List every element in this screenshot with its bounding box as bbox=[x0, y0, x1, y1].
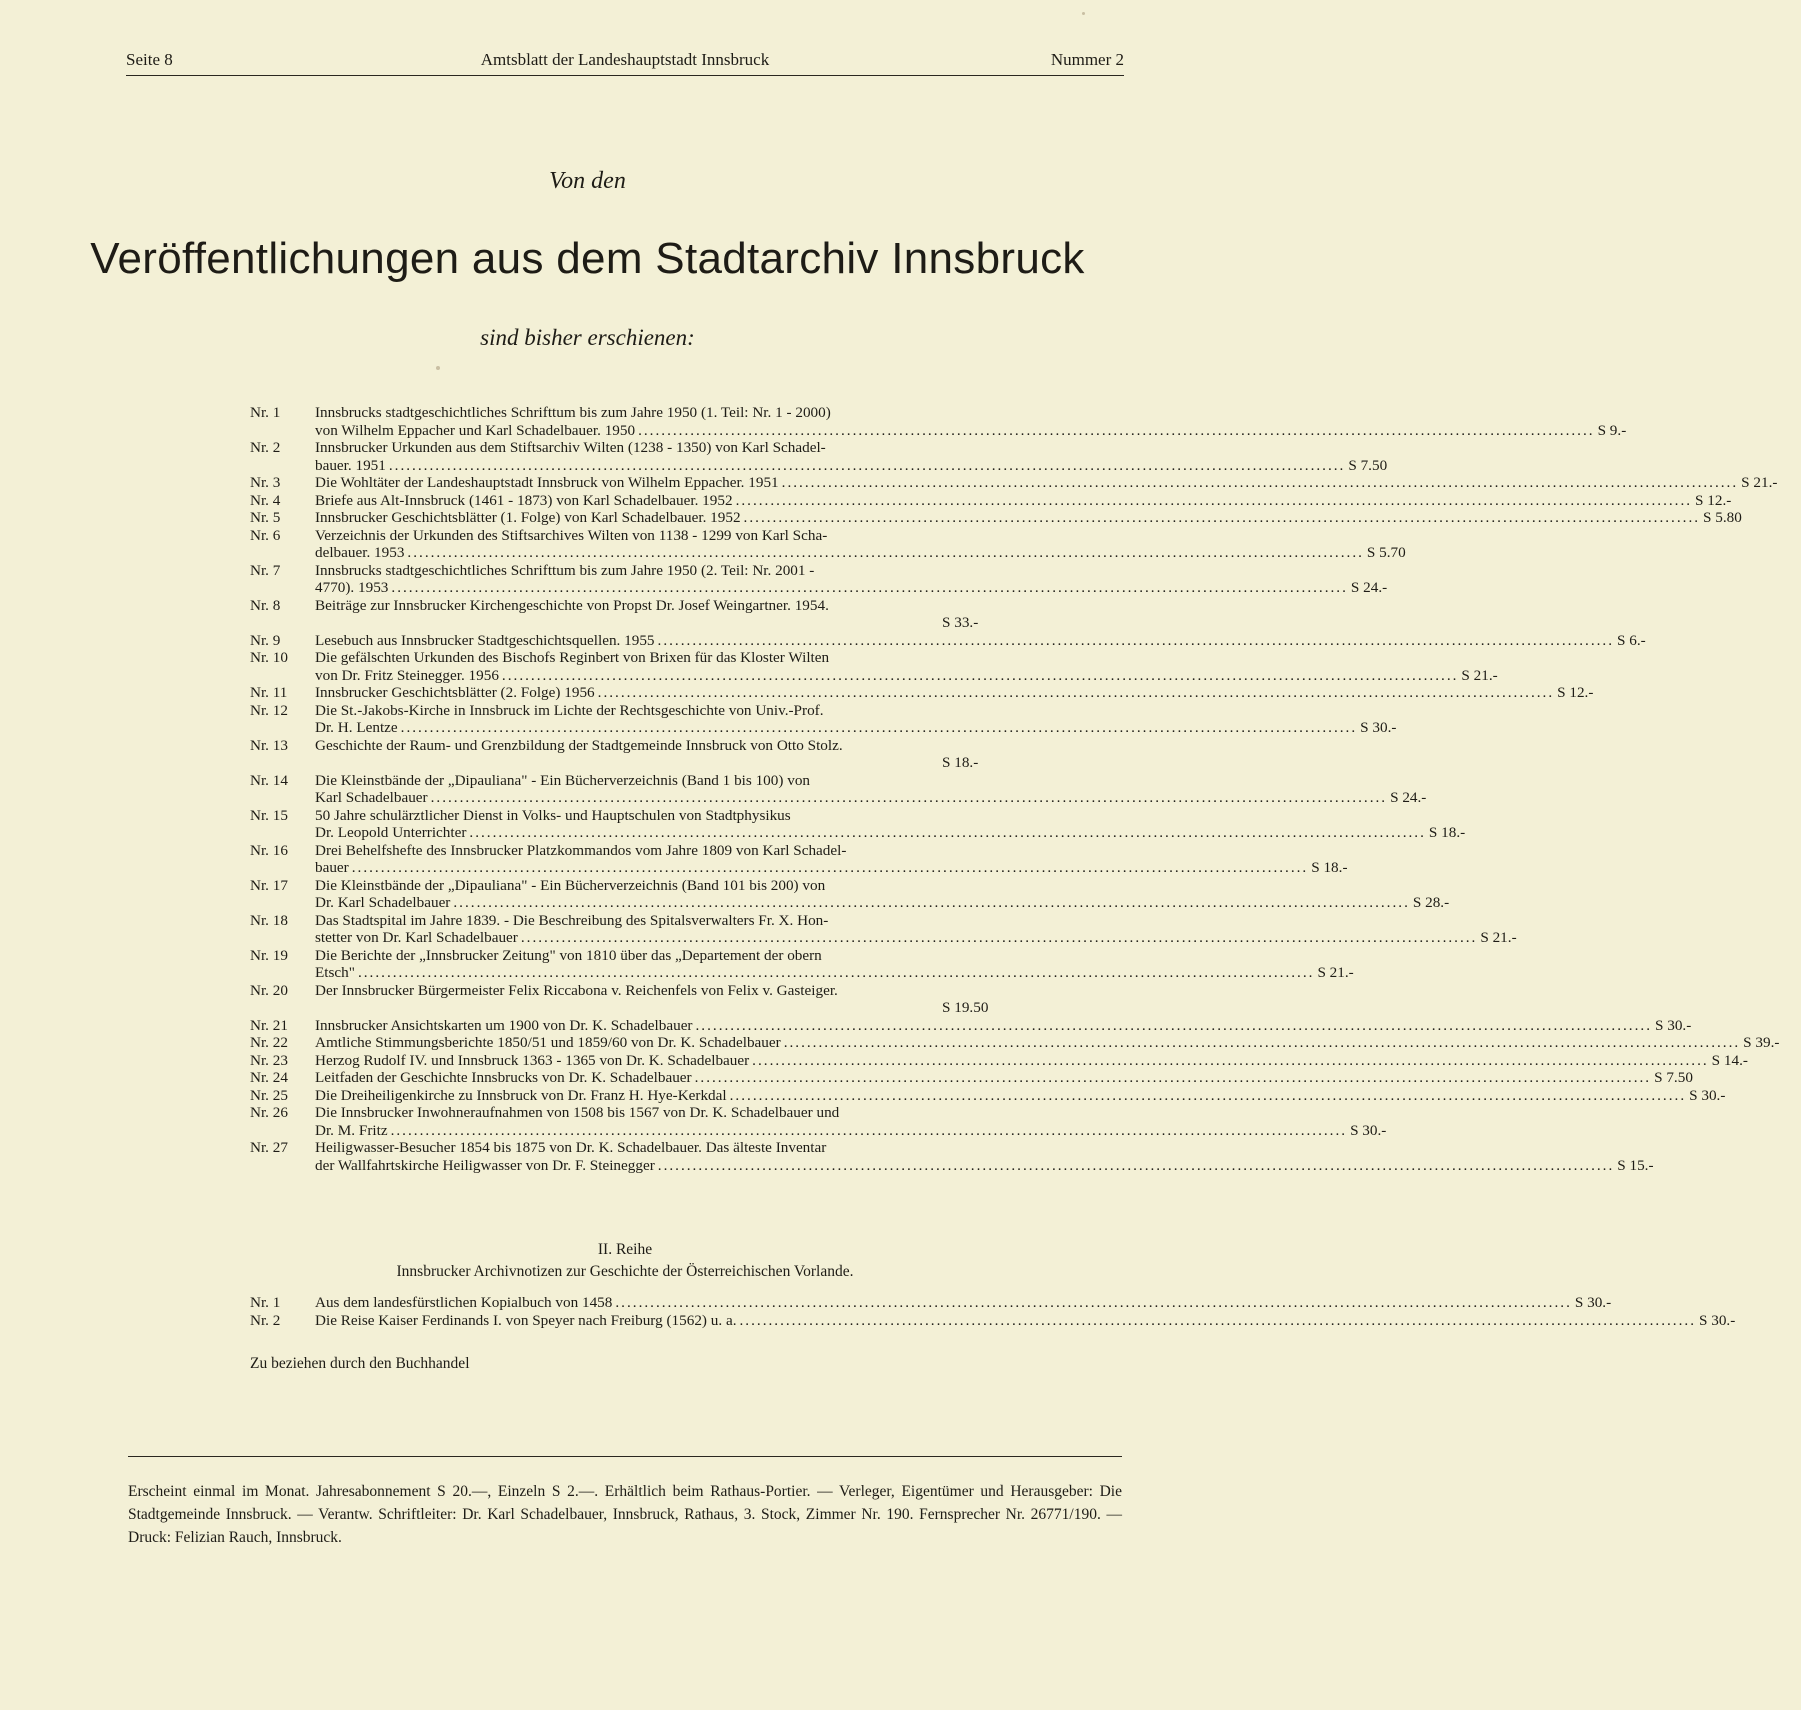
list-item bbox=[250, 684, 1594, 702]
leader-dots bbox=[752, 1052, 1708, 1070]
page-title: Veröffentlichungen aus dem Stadtarchiv Innsbruck bbox=[90, 234, 1085, 283]
list-item bbox=[250, 1294, 1612, 1312]
list-item bbox=[250, 1311, 1736, 1330]
item-text: bauer. 1951 bbox=[315, 456, 386, 474]
list-item bbox=[250, 1051, 1748, 1070]
item-price: S 30.- bbox=[1360, 719, 1397, 736]
leader-dots bbox=[469, 824, 1425, 842]
item-text: Geschichte der Raum- und Grenzbildung der Stadtgemeinde Innsbruck von Otto Stolz. bbox=[315, 736, 843, 754]
item-number: Nr. 21 bbox=[250, 1016, 288, 1034]
item-number: Nr. 24 bbox=[250, 1069, 288, 1086]
item-number: Nr. 13 bbox=[250, 736, 288, 754]
item-text: Das Stadtspital im Jahre 1839. - Die Beschreibung des Spitalsverwalters Fr. X. Hon- bbox=[315, 911, 829, 929]
item-text: Verzeichnis der Urkunden des Stiftsarchives Wilten von 1138 - 1299 von Karl Scha- bbox=[315, 526, 828, 544]
leader-dots bbox=[615, 1294, 1571, 1312]
item-price: S 30.- bbox=[1698, 1311, 1736, 1329]
item-text: der Wallfahrtskirche Heiligwasser von Dr. F. Steinegger bbox=[315, 1156, 655, 1174]
list-item bbox=[250, 946, 1354, 982]
list-item bbox=[250, 526, 1406, 562]
item-price: S 5.70 bbox=[1366, 544, 1406, 561]
item-price: S 6.- bbox=[1617, 631, 1646, 649]
item-price: S 30.- bbox=[1350, 1121, 1387, 1139]
item-text: Die gefälschten Urkunden des Bischofs Reginbert von Brixen für das Kloster Wilten bbox=[315, 649, 830, 666]
leader-dots bbox=[389, 457, 1345, 475]
item-number: Nr. 16 bbox=[250, 841, 288, 859]
list-item bbox=[250, 806, 1466, 842]
item-price: S 5.80 bbox=[1703, 509, 1742, 526]
imprint-footer: Erscheint einmal im Monat. Jahresabonnement S 20.—, Einzeln S 2.—. Erhältlich beim Rathaus-Portier. — Verleger, Eigentümer und Herausgeber: Die Stadtgemeinde Innsbruck. — Verantw. Schriftleiter: Dr. Karl Schadelbauer, Innsbruck, Rathaus, 3. Stock, Zimmer Nr. 190. Fernsprecher Nr. 26771/190. — Druck: Felizian Rauch, Innsbruck. bbox=[128, 1483, 1122, 1546]
item-text: stetter von Dr. Karl Schadelbauer bbox=[315, 929, 518, 946]
item-price: S 9.- bbox=[1597, 421, 1627, 439]
list-item bbox=[250, 649, 1498, 684]
item-text: Karl Schadelbauer bbox=[315, 789, 428, 806]
availability-note: Zu beziehen durch den Buchhandel bbox=[250, 1355, 470, 1372]
item-price: S 21.- bbox=[1317, 964, 1354, 981]
item-number: Nr. 1 bbox=[250, 404, 281, 421]
item-text: Innsbrucker Geschichtsblätter (2. Folge) 1956 bbox=[315, 684, 595, 701]
item-text: Herzog Rudolf IV. und Innsbruck 1363 - 1365 von Dr. K. Schadelbauer bbox=[315, 1051, 750, 1069]
list-item bbox=[250, 1139, 1654, 1174]
item-price: S 24.- bbox=[1390, 789, 1427, 806]
item-text: Die Kleinstbände der „Dipauliana" - Ein Bücherverzeichnis (Band 101 bis 200) von bbox=[315, 876, 826, 894]
list-item bbox=[250, 701, 1397, 737]
series-subheading: Innsbrucker Archivnotizen zur Geschichte der Österreichischen Vorlande. bbox=[396, 1263, 854, 1280]
leader-dots bbox=[784, 1034, 1740, 1052]
item-number: Nr. 2 bbox=[250, 1311, 281, 1329]
item-price: S 21.- bbox=[1480, 929, 1517, 946]
item-number: Nr. 8 bbox=[250, 596, 281, 614]
item-number: Nr. 1 bbox=[250, 1294, 281, 1311]
leader-dots bbox=[598, 684, 1554, 702]
item-text: Die St.-Jakobs-Kirche in Innsbruck im Lichte der Rechtsgeschichte von Univ.-Prof. bbox=[315, 701, 824, 719]
item-price: S 28.- bbox=[1412, 894, 1450, 911]
publication-list bbox=[250, 404, 1780, 1174]
leader-dots bbox=[730, 1087, 1686, 1105]
list-item bbox=[250, 1069, 1693, 1087]
item-number: Nr. 11 bbox=[250, 684, 288, 701]
item-price: S 12.- bbox=[1695, 491, 1732, 509]
item-text: Innsbrucker Urkunden aus dem Stiftsarchiv Wilten (1238 - 1350) von Karl Schadel- bbox=[315, 439, 826, 456]
item-text: Die Berichte der „Innsbrucker Zeitung" von 1810 über das „Departement der obern bbox=[315, 946, 822, 964]
item-text: Innsbrucker Ansichtskarten um 1900 von Dr. K. Schadelbauer bbox=[315, 1016, 693, 1034]
leader-dots bbox=[695, 1069, 1651, 1087]
item-number: Nr. 18 bbox=[250, 911, 288, 929]
item-price: S 12.- bbox=[1557, 684, 1594, 701]
item-text: Die Wohltäter der Landeshauptstadt Innsbruck von Wilhelm Eppacher. 1951 bbox=[315, 474, 779, 491]
footer-divider bbox=[128, 1456, 1122, 1457]
item-price: S 30.- bbox=[1654, 1016, 1692, 1034]
item-text: 50 Jahre schulärztlicher Dienst in Volks- und Hauptschulen von Stadtphysikus bbox=[315, 806, 791, 824]
list-item bbox=[250, 1016, 1692, 1035]
page-number: Seite 8 bbox=[126, 50, 173, 69]
leader-dots bbox=[453, 894, 1409, 912]
item-number: Nr. 2 bbox=[250, 439, 281, 456]
item-text: Die Dreiheiligenkirche zu Innsbruck von Dr. Franz H. Hye-Kerkdal bbox=[315, 1086, 727, 1104]
item-number: Nr. 14 bbox=[250, 771, 288, 789]
publication-title: Amtsblatt der Landeshauptstadt Innsbruck bbox=[480, 50, 770, 69]
item-number: Nr. 23 bbox=[250, 1051, 288, 1069]
item-text: Die Kleinstbände der „Dipauliana" - Ein Bücherverzeichnis (Band 1 bis 100) von bbox=[315, 771, 811, 789]
list-item bbox=[250, 911, 1517, 947]
list-item bbox=[250, 509, 1742, 527]
item-text: Etsch" bbox=[315, 964, 355, 981]
item-price: S 30.- bbox=[1574, 1294, 1612, 1311]
item-text: Dr. M. Fritz bbox=[315, 1121, 388, 1139]
item-number: Nr. 17 bbox=[250, 876, 288, 894]
item-number: Nr. 10 bbox=[250, 649, 288, 666]
leader-dots bbox=[696, 1017, 1652, 1035]
item-price: S 30.- bbox=[1689, 1086, 1726, 1104]
list-item bbox=[250, 1034, 1780, 1052]
item-price: S 21.- bbox=[1461, 666, 1498, 684]
item-text: Innsbrucker Geschichtsblätter (1. Folge) von Karl Schadelbauer. 1952 bbox=[315, 509, 741, 526]
item-number: Nr. 12 bbox=[250, 701, 288, 719]
item-number: Nr. 27 bbox=[250, 1139, 288, 1156]
item-text: von Wilhelm Eppacher und Karl Schadelbauer. 1950 bbox=[315, 421, 636, 439]
series-heading: II. Reihe bbox=[597, 1241, 653, 1258]
item-price: S 39.- bbox=[1743, 1034, 1780, 1051]
item-price: S 21.- bbox=[1741, 474, 1778, 491]
leader-dots bbox=[740, 1312, 1696, 1330]
item-text: Innsbrucks stadtgeschichtliches Schrifttum bis zum Jahre 1950 (1. Teil: Nr. 1 - 2000) bbox=[315, 404, 831, 421]
item-text: Drei Behelfshefte des Innsbrucker Platzkommandos vom Jahre 1809 von Karl Schadel- bbox=[315, 841, 847, 859]
list-item bbox=[250, 737, 1000, 772]
item-price: S 19.50 bbox=[942, 999, 989, 1016]
leader-dots bbox=[352, 859, 1308, 877]
series-two-list bbox=[250, 1294, 1736, 1329]
item-text: Die Reise Kaiser Ferdinands I. von Speyer nach Freiburg (1562) u. a. bbox=[315, 1311, 737, 1329]
item-text: Aus dem landesfürstlichen Kopialbuch von 1458 bbox=[315, 1294, 613, 1311]
leader-dots bbox=[502, 667, 1458, 685]
item-price: S 14.- bbox=[1711, 1051, 1748, 1069]
item-price: S 24.- bbox=[1350, 579, 1388, 596]
item-price: S 7.50 bbox=[1654, 1069, 1693, 1086]
list-item bbox=[250, 439, 1388, 474]
item-text: Dr. H. Lentze bbox=[315, 719, 398, 736]
item-text: Heiligwasser-Besucher 1854 bis 1875 von Dr. K. Schadelbauer. Das älteste Inventar bbox=[315, 1139, 827, 1156]
intro-line: Von den bbox=[549, 168, 626, 194]
item-number: Nr. 15 bbox=[250, 806, 288, 824]
item-text: Dr. Karl Schadelbauer bbox=[315, 894, 451, 911]
item-price: S 18.- bbox=[1311, 859, 1348, 876]
item-text: Leitfaden der Geschichte Innsbrucks von Dr. K. Schadelbauer bbox=[315, 1069, 692, 1086]
list-item bbox=[250, 876, 1450, 912]
leader-dots bbox=[391, 1122, 1347, 1140]
list-item bbox=[250, 631, 1646, 650]
leader-dots bbox=[658, 632, 1614, 650]
item-number: Nr. 3 bbox=[250, 474, 281, 491]
item-text: Innsbrucks stadtgeschichtliches Schrifttum bis zum Jahre 1950 (2. Teil: Nr. 2001 - bbox=[315, 561, 815, 579]
item-price: S 15.- bbox=[1617, 1156, 1654, 1174]
item-text: Dr. Leopold Unterrichter bbox=[315, 824, 467, 841]
paper-speck bbox=[436, 366, 440, 370]
item-number: Nr. 20 bbox=[250, 981, 288, 999]
list-item bbox=[250, 597, 1000, 632]
item-number: Nr. 5 bbox=[250, 509, 281, 526]
list-item bbox=[250, 404, 1627, 439]
item-text: Die Innsbrucker Inwohneraufnahmen von 1508 bis 1567 von Dr. K. Schadelbauer und bbox=[315, 1104, 840, 1121]
item-number: Nr. 9 bbox=[250, 631, 281, 649]
paper-speck bbox=[1082, 12, 1085, 15]
leader-dots bbox=[401, 719, 1357, 737]
list-item bbox=[250, 491, 1732, 510]
list-item bbox=[250, 474, 1778, 492]
leader-dots bbox=[658, 1157, 1614, 1175]
issue-number: Nummer 2 bbox=[1050, 50, 1124, 69]
item-text: Amtliche Stimmungsberichte 1850/51 und 1859/60 von Dr. K. Schadelbauer bbox=[315, 1034, 781, 1051]
list-item bbox=[250, 1104, 1387, 1139]
list-item bbox=[250, 771, 1427, 807]
leader-dots bbox=[407, 544, 1363, 562]
subtitle: sind bisher erschienen: bbox=[480, 325, 695, 350]
item-number: Nr. 7 bbox=[250, 561, 281, 579]
item-number: Nr. 6 bbox=[250, 526, 281, 544]
list-item bbox=[250, 1086, 1726, 1105]
page-header bbox=[126, 50, 1124, 76]
item-number: Nr. 25 bbox=[250, 1086, 288, 1104]
item-text: 4770). 1953 bbox=[315, 579, 389, 596]
item-price: S 33.- bbox=[942, 614, 979, 631]
leader-dots bbox=[638, 422, 1594, 440]
list-item bbox=[250, 561, 1388, 597]
leader-dots bbox=[521, 929, 1477, 947]
item-text: delbauer. 1953 bbox=[315, 544, 405, 561]
item-text: Briefe aus Alt-Innsbruck (1461 - 1873) von Karl Schadelbauer. 1952 bbox=[315, 491, 733, 509]
item-price: S 18.- bbox=[1428, 824, 1466, 841]
item-number: Nr. 22 bbox=[250, 1034, 288, 1051]
item-text: Der Innsbrucker Bürgermeister Felix Riccabona v. Reichenfels von Felix v. Gasteiger. bbox=[315, 981, 838, 999]
list-item bbox=[250, 982, 1000, 1017]
item-number: Nr. 19 bbox=[250, 946, 288, 964]
item-price: S 18.- bbox=[942, 754, 979, 771]
list-item bbox=[250, 841, 1348, 877]
item-text: bauer bbox=[315, 859, 349, 876]
item-price: S 7.50 bbox=[1348, 456, 1388, 474]
item-number: Nr. 26 bbox=[250, 1104, 288, 1121]
item-number: Nr. 4 bbox=[250, 491, 281, 509]
leader-dots bbox=[431, 789, 1387, 807]
leader-dots bbox=[391, 579, 1347, 597]
leader-dots bbox=[744, 509, 1700, 527]
leader-dots bbox=[736, 492, 1692, 510]
item-text: von Dr. Fritz Steinegger. 1956 bbox=[315, 666, 499, 684]
item-text: Lesebuch aus Innsbrucker Stadtgeschichtsquellen. 1955 bbox=[315, 631, 655, 649]
leader-dots bbox=[782, 474, 1738, 492]
leader-dots bbox=[358, 964, 1314, 982]
item-text: Beiträge zur Innsbrucker Kirchengeschichte von Propst Dr. Josef Weingartner. 1954. bbox=[315, 596, 829, 614]
